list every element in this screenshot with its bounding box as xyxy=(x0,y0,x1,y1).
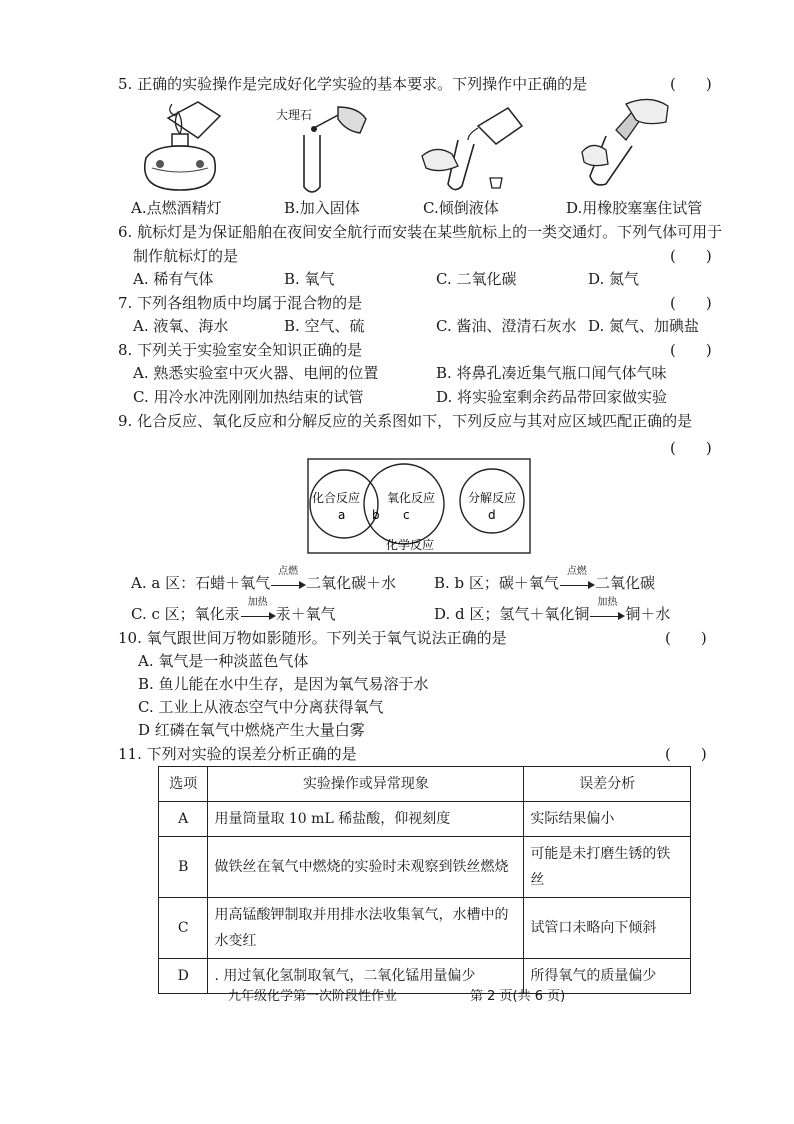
table-header-row xyxy=(159,767,691,802)
q9-option-c-reactants: C. c 区；氧化汞 xyxy=(131,605,240,623)
q8-answer-paren: ( ) xyxy=(670,341,712,359)
q5-figure-c xyxy=(418,104,528,196)
q6-option-b: B. 氧气 xyxy=(284,270,335,288)
q5-figure-a xyxy=(128,98,228,194)
q7-option-c: C. 酱油、澄清石灰水 xyxy=(436,317,577,335)
q9-option-d xyxy=(434,597,671,624)
q5-option-a: A.点燃酒精灯 xyxy=(131,199,222,217)
reaction-arrow xyxy=(590,597,624,622)
row-analysis: 实际结果偏小 xyxy=(524,802,691,837)
q7-option-b: B. 空气、硫 xyxy=(284,317,365,335)
footer-page-number: 第 2 页(共 6 页) xyxy=(470,989,566,1004)
reaction-arrow xyxy=(241,597,275,622)
q7-option-a: A. 液氧、海水 xyxy=(133,317,229,335)
table-row xyxy=(159,898,691,959)
region-c-label: c xyxy=(403,508,410,522)
row-analysis: 可能是未打磨生锈的铁丝 xyxy=(524,837,691,898)
q7-option-d: D. 氮气、加碘盐 xyxy=(588,317,700,335)
header-option: 选项 xyxy=(159,767,208,802)
q7-answer-paren: ( ) xyxy=(670,294,712,312)
q7-stem: 7. 下列各组物质中均属于混合物的是 xyxy=(118,294,363,312)
q8-stem: 8. 下列关于实验室安全知识正确的是 xyxy=(118,341,363,359)
q6-answer-paren: ( ) xyxy=(670,247,712,265)
region-d-label: d xyxy=(488,508,496,522)
reaction-condition: 点燃 xyxy=(566,566,587,577)
row-operation: 做铁丝在氧气中燃烧的实验时未观察到铁丝燃烧 xyxy=(208,837,524,898)
q10-option-d: D 红磷在氧气中燃烧产生大量白雾 xyxy=(138,721,365,739)
row-option: C xyxy=(159,898,208,959)
row-operation: 用高锰酸钾制取并用排水法收集氧气，水槽中的水变红 xyxy=(208,898,524,959)
q9-option-b-products: 二氧化碳 xyxy=(594,574,655,592)
row-option: A xyxy=(159,802,208,837)
q6-option-a: A. 稀有气体 xyxy=(133,270,214,288)
chemical-reaction-label: 化学反应 xyxy=(386,538,435,552)
q9-venn-diagram xyxy=(306,457,532,557)
q6-option-d: D. 氮气 xyxy=(588,270,640,288)
q5-stem: 5. 正确的实验操作是完成好化学实验的基本要求。下列操作中正确的是 xyxy=(118,75,588,93)
q11-stem: 11. 下列对实验的误差分析正确的是 xyxy=(118,745,357,763)
row-operation: . 用过氧化氢制取氧气，二氧化锰用量偏少 xyxy=(208,959,524,994)
q9-option-c-products: 汞＋氧气 xyxy=(275,605,336,623)
footer-subject: 九年级化学第一次阶段性作业 xyxy=(228,989,398,1004)
q5-figure-b xyxy=(272,105,372,197)
q9-option-a-reactants: A. a 区：石蜡＋氧气 xyxy=(131,574,271,592)
q5-answer-paren: ( ) xyxy=(670,75,712,93)
q5-option-c: C.倾倒液体 xyxy=(423,199,499,217)
q10-answer-paren: ( ) xyxy=(665,629,707,647)
reaction-condition: 加热 xyxy=(597,597,618,608)
reaction-arrow xyxy=(271,566,305,591)
q8-option-a: A. 熟悉实验室中灭火器、电闸的位置 xyxy=(133,364,379,382)
q9-option-c xyxy=(131,597,336,624)
q5-option-d: D.用橡胶塞塞住试管 xyxy=(566,199,703,217)
row-analysis: 试管口未略向下倾斜 xyxy=(524,898,691,959)
reaction-condition: 点燃 xyxy=(278,566,299,577)
region-a-label: a xyxy=(338,508,346,522)
q9-option-d-products: 铜＋水 xyxy=(625,605,671,623)
table-row xyxy=(159,802,691,837)
q9-stem: 9. 化合反应、氧化反应和分解反应的关系图如下，下列反应与其对应区域匹配正确的是 xyxy=(118,412,693,430)
q11-error-analysis-table xyxy=(158,766,691,994)
q6-stem-line2: 制作航标灯的是 xyxy=(133,247,239,265)
combination-label: 化合反应 xyxy=(312,491,361,505)
q9-answer-paren: ( ) xyxy=(670,439,712,457)
q10-option-b: B. 鱼儿能在水中生存，是因为氧气易溶于水 xyxy=(138,675,429,693)
q5-option-b: B.加入固体 xyxy=(284,199,360,217)
reaction-arrow xyxy=(560,566,594,591)
header-analysis: 误差分析 xyxy=(524,767,691,802)
q10-option-a: A. 氧气是一种淡蓝色气体 xyxy=(138,652,309,670)
row-analysis: 所得氧气的质量偏少 xyxy=(524,959,691,994)
region-b-label: b xyxy=(372,508,380,522)
oxidation-label: 氧化反应 xyxy=(387,491,436,505)
q6-option-c: C. 二氧化碳 xyxy=(436,270,517,288)
reaction-condition: 加热 xyxy=(247,597,268,608)
header-operation: 实验操作或异常现象 xyxy=(208,767,524,802)
decomposition-label: 分解反应 xyxy=(468,491,517,505)
q9-option-a xyxy=(131,566,397,593)
q8-option-c: C. 用冷水冲洗刚刚加热结束的试管 xyxy=(133,388,364,406)
q5-figure-d xyxy=(580,96,690,194)
q9-option-b-reactants: B. b 区；碳＋氧气 xyxy=(434,574,559,592)
table-row xyxy=(159,837,691,898)
q9-option-a-products: 二氧化碳＋水 xyxy=(306,574,397,592)
row-option: D xyxy=(159,959,208,994)
row-option: B xyxy=(159,837,208,898)
q9-option-b xyxy=(434,566,655,593)
q6-stem-line1: 6. 航标灯是为保证船舶在夜间安全航行而安装在某些航标上的一类交通灯。下列气体可用于 xyxy=(118,223,723,241)
q9-option-d-reactants: D. d 区；氢气＋氧化铜 xyxy=(434,605,590,623)
q8-option-b: B. 将鼻孔凑近集气瓶口闻气体气味 xyxy=(436,364,667,382)
q10-stem: 10. 氧气跟世间万物如影随形。下列关于氧气说法正确的是 xyxy=(118,629,507,647)
row-operation: 用量筒量取 10 mL 稀盐酸，仰视刻度 xyxy=(208,802,524,837)
marble-label: 大理石 xyxy=(276,108,313,122)
q8-option-d: D. 将实验室剩余药品带回家做实验 xyxy=(436,388,668,406)
q11-answer-paren: ( ) xyxy=(665,745,707,763)
q10-option-c: C. 工业上从液态空气中分离获得氧气 xyxy=(138,698,384,716)
